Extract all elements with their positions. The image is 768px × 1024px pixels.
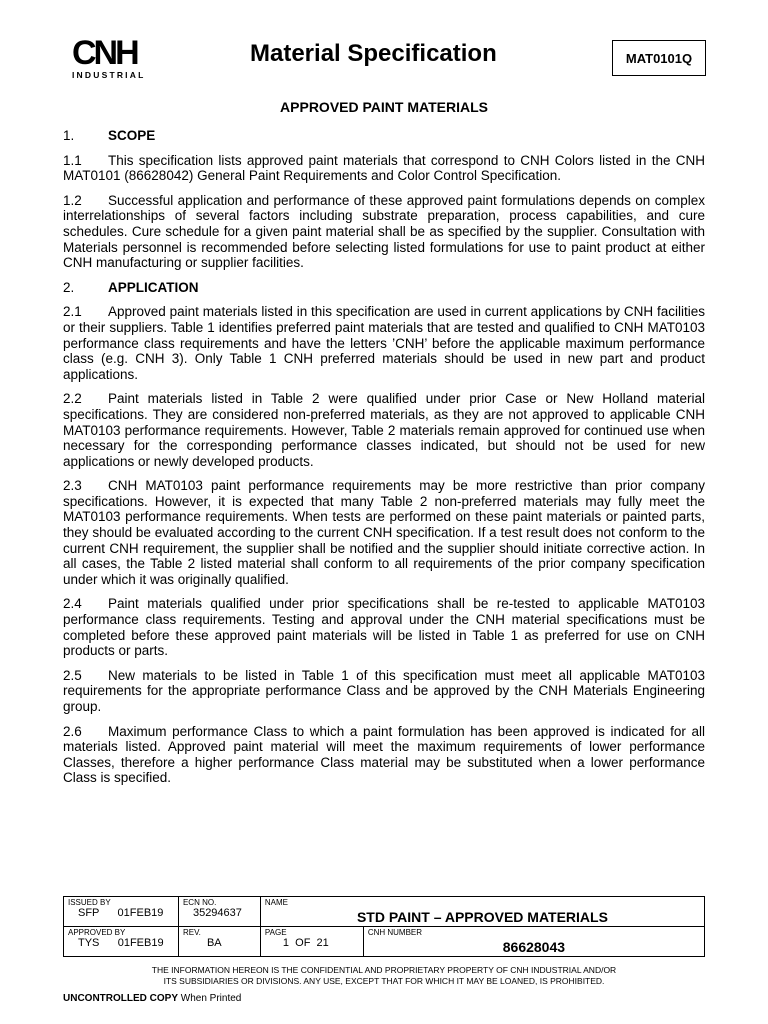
paragraph-2-4 <box>63 596 705 658</box>
paragraph-1-1 <box>63 153 705 184</box>
approved-by-label: APPROVED BY <box>68 928 126 937</box>
paragraph-number: 1.2 <box>63 192 82 208</box>
section-heading-scope <box>63 128 705 144</box>
paragraph-text: This specification lists approved paint materials that correspond to CNH Colors listed in the CNH MAT0101 (86628042) General Paint Requirements and Color Control Specification. <box>63 152 705 184</box>
rev-cell <box>178 927 260 957</box>
document-body <box>63 126 705 795</box>
approved-by-value: TYS 01FEB19 <box>78 937 164 949</box>
section-number: 1. <box>63 128 75 143</box>
name-value: STD PAINT – APPROVED MATERIALS <box>356 909 608 925</box>
paragraph-text: CNH MAT0103 paint performance requirements may be more restrictive than prior company specifications. However, it is expected that many Table 2 non-preferred materials may fully meet the MAT0103 performance requirements. When tests are performed on these paint materials or painted parts, they should be evaluated according to the current CNH specification. If a test result does not conform to the current CNH requirement, the supplier shall be notified and the supplier should initiate corrective action. In all cases, the Table 2 listed material shall conform to all requirements of the prior company specification under which it was originally qualified. <box>63 478 705 587</box>
uncontrolled-copy-bold: UNCONTROLLED COPY <box>63 993 178 1004</box>
paragraph-text: Successful application and performance of these approved paint formulations depends on complex interrelationships of several factors including substrate preparation, process capabilities, and cure schedules. Cure schedule for a given paint material shall be as specified by the supplier. Consultation with Materials personnel is recommended before selecting listed formulations for use to paint product at either CNH manufacturing or supplier facilities. <box>63 192 705 271</box>
ecn-value: 35294637 <box>192 907 242 919</box>
paragraph-2-3 <box>63 478 705 587</box>
rev-label: REV. <box>182 928 201 937</box>
cnh-number-label: CNH NUMBER <box>367 928 423 937</box>
paragraph-1-2 <box>63 193 705 271</box>
rev-value: BA <box>206 937 222 949</box>
paragraph-number: 2.1 <box>63 304 82 320</box>
paragraph-text: Paint materials listed in Table 2 were qualified under prior Case or New Holland material specifications. They are considered non-preferred materials, as they are not approved to applicable CNH MAT0103 performance requirements. However, Table 2 materials remain approved for continued use when necessary for the corresponding performance classes indicated, but should not be used for new applications or newly developed products. <box>63 391 705 469</box>
uncontrolled-copy-rest: When Printed <box>178 993 242 1004</box>
paragraph-text: New materials to be listed in Table 1 of this specification must meet all applicable MAT0103 requirements for the appropriate performance Class and be approved by the CNH Materials Engineering group. <box>63 667 705 714</box>
section-title: APPLICATION <box>108 279 199 295</box>
issued-by-cell <box>64 897 179 927</box>
paragraph-number: 1.1 <box>63 152 82 168</box>
paragraph-number: 2.2 <box>63 391 82 407</box>
paragraph-2-1 <box>63 304 705 382</box>
issued-by-value: SFP 01FEB19 <box>78 907 164 919</box>
section-heading-application <box>63 280 705 296</box>
paragraph-2-6 <box>63 724 705 786</box>
section-title: SCOPE <box>108 128 156 143</box>
uncontrolled-copy-note <box>63 993 241 1004</box>
paragraph-number: 2.4 <box>63 596 82 612</box>
paragraph-number: 2.5 <box>63 667 82 683</box>
paragraph-text: Maximum performance Class to which a paint formulation has been approved is indicated for all materials listed. Approved paint material will meet the maximum requirements of lower performance Classes, therefore a higher performance Class material may be substituted when a lower performance Class is specified. <box>63 723 705 786</box>
title-block-table <box>63 896 705 957</box>
document-id-box: MAT0101Q <box>612 40 706 76</box>
ecn-label: ECN NO. <box>182 898 217 907</box>
document-title: Material Specification <box>250 40 497 67</box>
confidentiality-notice <box>63 965 705 987</box>
page-label: PAGE <box>264 928 287 937</box>
paragraph-2-2 <box>63 391 705 469</box>
name-label: NAME <box>264 898 289 907</box>
paragraph-text: Approved paint materials listed in this specification are used in current applications by CNH facilities or their suppliers. Table 1 identifies preferred paint materials that are tested and qualified to CNH MAT0103 performance class requirements and have the letters ’CNH’ before the applicable maximum performance class (e.g. CNH 3). Only Table 1 CNH preferred materials should be used in new part and product applications. <box>63 304 705 382</box>
logo-mark: CNH <box>72 34 137 72</box>
confidentiality-line-2: ITS SUBSIDIARIES OR DIVISIONS. ANY USE, EXCEPT THAT FOR WHICH IT MAY BE LOANED, IS PROHIBITED. <box>163 976 605 986</box>
name-cell <box>260 897 704 927</box>
paragraph-text: Paint materials qualified under prior specifications shall be re-tested to applicable MAT0103 performance class requirements. Testing and approval under the CNH material specifications must be completed before these approved paint materials will be listed in Table 1 as preferred for use on CNH products or parts. <box>63 596 705 659</box>
ecn-cell <box>178 897 260 927</box>
cnh-logo <box>72 34 158 80</box>
page-value: 1 OF 21 <box>282 937 329 949</box>
paragraph-2-5 <box>63 668 705 715</box>
paragraph-number: 2.3 <box>63 478 82 494</box>
document-subtitle: APPROVED PAINT MATERIALS <box>280 99 488 115</box>
issued-by-label: ISSUED BY <box>68 898 111 907</box>
page-cell <box>260 927 363 957</box>
confidentiality-line-1: THE INFORMATION HEREON IS THE CONFIDENTIAL AND PROPRIETARY PROPERTY OF CNH INDUSTRIAL AND/OR <box>151 965 617 975</box>
paragraph-number: 2.6 <box>63 723 82 739</box>
logo-sub: INDUSTRIAL <box>72 70 146 80</box>
section-number: 2. <box>63 279 75 295</box>
approved-by-cell <box>64 927 179 957</box>
cnh-number-cell <box>363 927 704 957</box>
cnh-number-value: 86628043 <box>502 939 566 955</box>
